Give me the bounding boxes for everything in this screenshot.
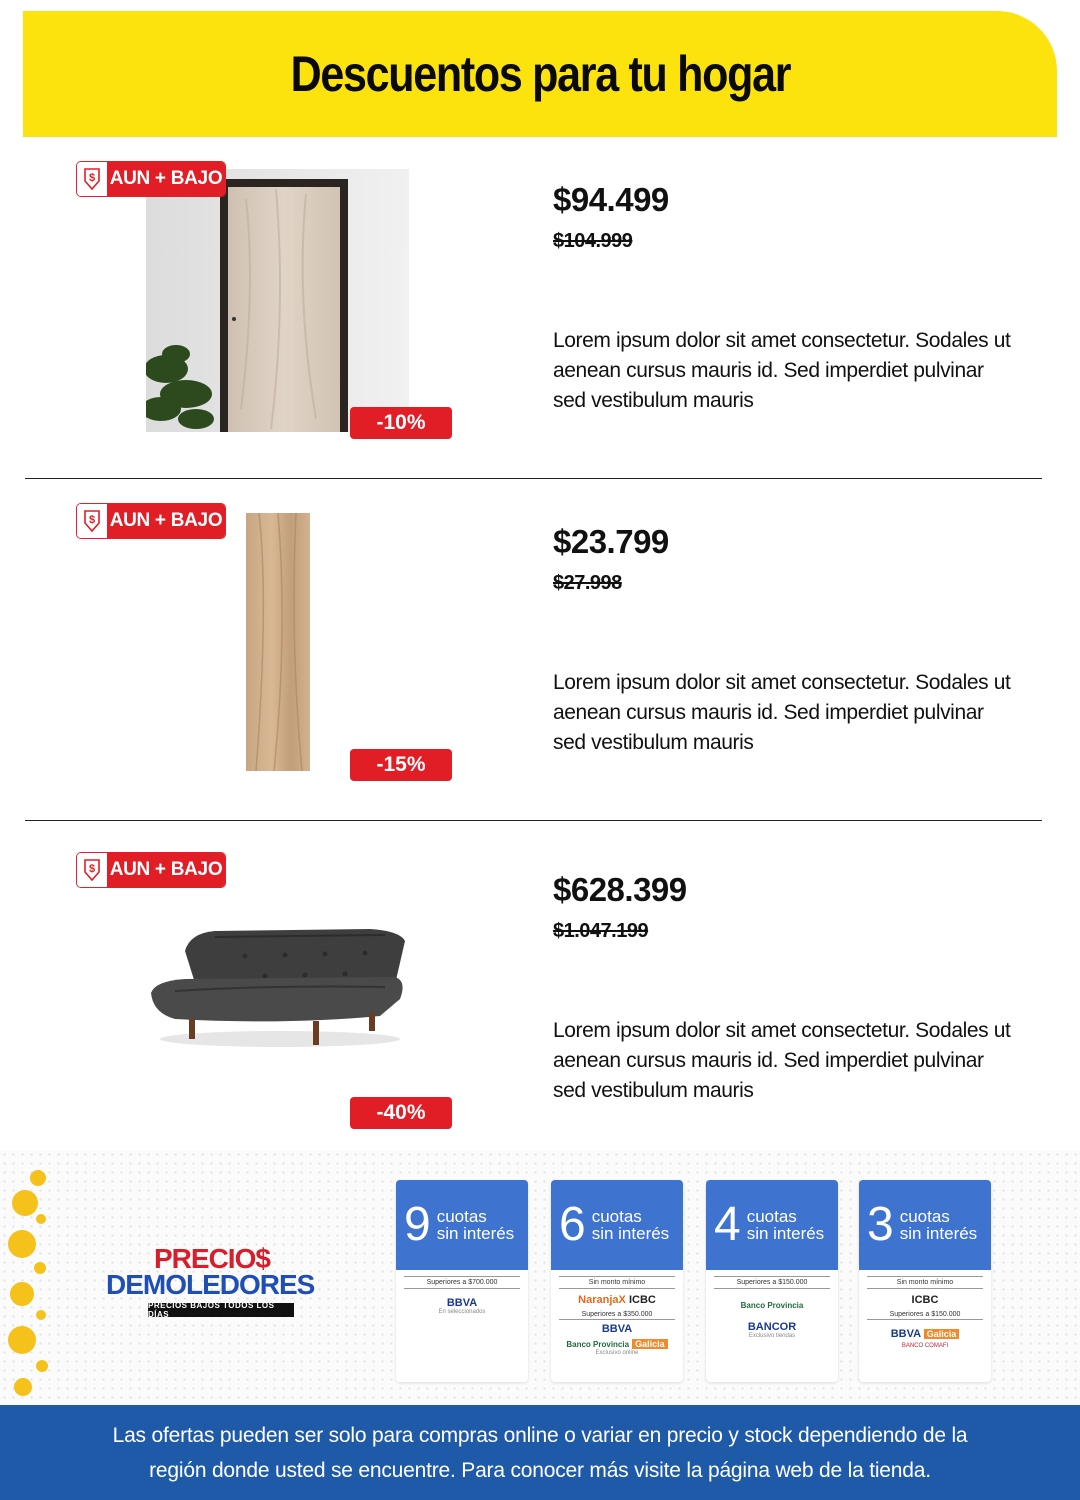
- installment-card: [551, 1180, 683, 1382]
- logo-tagline: PRECIOS BAJOS TODOS LOS DÍAS: [148, 1303, 294, 1317]
- lower-price-badge: [77, 504, 225, 538]
- svg-text:$: $: [88, 863, 96, 875]
- product-old-price: $1.047.199: [553, 920, 649, 942]
- bank-logo: ICBC: [628, 1294, 656, 1306]
- bank-note: Exclusivo online: [595, 1350, 639, 1356]
- sin-interes-label: sin interés: [899, 1224, 978, 1243]
- bank-logo: Banco Provincia: [566, 1340, 630, 1349]
- lower-price-badge-label: AUN + BAJO: [107, 162, 225, 196]
- installments-banner: [0, 1150, 1080, 1405]
- disclaimer-line1: Las ofertas pueden ser solo para compras online o variar en precio y stock dependiendo de la: [112, 1424, 968, 1447]
- svg-text:$: $: [88, 514, 96, 526]
- installment-card: [706, 1180, 838, 1382]
- installment-condition: Sin monto mínimo: [559, 1276, 675, 1289]
- coin-icon: [36, 1360, 48, 1372]
- installment-condition: Sin monto mínimo: [867, 1276, 983, 1289]
- bank-logo: BBVA: [890, 1328, 921, 1340]
- installment-number: 9: [404, 1198, 431, 1251]
- installment-number: 6: [559, 1198, 586, 1251]
- discount-badge: -10%: [350, 407, 452, 439]
- page-title: Descuentos para tu hogar: [290, 46, 790, 102]
- bank-logo: Galicia: [924, 1329, 960, 1339]
- coin-icon: [10, 1282, 34, 1306]
- wood-plank-photo: [244, 513, 312, 773]
- lower-price-badge: [77, 162, 225, 196]
- sin-interes-label: sin interés: [591, 1224, 670, 1243]
- cuotas-label: cuotas: [899, 1207, 950, 1226]
- page-header: [23, 11, 1057, 137]
- coin-icon: [34, 1262, 46, 1274]
- precios-demoledores-logo: [106, 1235, 336, 1325]
- coin-icon: [8, 1326, 36, 1354]
- bank-logo: BBVA: [601, 1323, 633, 1335]
- installment-condition: Superiores a $350.000: [559, 1310, 675, 1320]
- bank-logo: BANCOR: [747, 1321, 797, 1333]
- coin-icon: [30, 1170, 46, 1186]
- door-photo: [146, 169, 409, 432]
- product-price: $94.499: [553, 181, 669, 218]
- product-card[interactable]: [25, 479, 1042, 821]
- svg-text:$: $: [88, 172, 96, 184]
- lower-price-badge-label: AUN + BAJO: [107, 853, 225, 887]
- bank-logo: Galicia: [632, 1339, 668, 1349]
- coin-icon: [12, 1190, 38, 1216]
- product-old-price: $27.998: [553, 572, 622, 594]
- cuotas-label: cuotas: [436, 1207, 487, 1226]
- product-description: Lorem ipsum dolor sit amet consectetur. Sodales ut aenean cursus mauris id. Sed imperdiet pulvinar sed vestibulum mauris: [553, 671, 1011, 754]
- installment-number: 3: [867, 1198, 894, 1251]
- product-old-price: $104.999: [553, 230, 633, 252]
- coin-icon: [36, 1214, 46, 1224]
- product-card[interactable]: [25, 137, 1042, 479]
- bank-logo: BANCO COMAFI: [901, 1343, 949, 1349]
- bank-note: En seleccionados: [438, 1309, 486, 1315]
- product-description: Lorem ipsum dolor sit amet consectetur. Sodales ut aenean cursus mauris id. Sed imperdiet pulvinar sed vestibulum mauris: [553, 329, 1011, 412]
- logo-line1: PRECIO$: [154, 1243, 270, 1274]
- product-description: Lorem ipsum dolor sit amet consectetur. Sodales ut aenean cursus mauris id. Sed imperdiet pulvinar sed vestibulum mauris: [553, 1019, 1011, 1102]
- price-down-icon: [77, 162, 107, 196]
- discount-badge: -15%: [350, 749, 452, 781]
- product-price: $628.399: [553, 871, 687, 908]
- price-down-icon: [77, 853, 107, 887]
- bank-logo: BBVA: [446, 1297, 478, 1309]
- installment-condition: Superiores a $700.000: [404, 1276, 520, 1289]
- cuotas-label: cuotas: [746, 1207, 797, 1226]
- sofa-photo: [145, 921, 415, 1066]
- lower-price-badge: [77, 853, 225, 887]
- installment-number: 4: [714, 1198, 741, 1251]
- sin-interes-label: sin interés: [436, 1224, 515, 1243]
- coin-icon: [14, 1378, 32, 1396]
- installment-condition: Superiores a $150.000: [714, 1276, 830, 1289]
- installment-card: [859, 1180, 991, 1382]
- footer-disclaimer: [0, 1405, 1080, 1500]
- cuotas-label: cuotas: [591, 1207, 642, 1226]
- discount-badge: -40%: [350, 1097, 452, 1129]
- product-card[interactable]: [25, 821, 1042, 1163]
- sin-interes-label: sin interés: [746, 1224, 825, 1243]
- installment-condition: Superiores a $150.000: [867, 1310, 983, 1320]
- product-price: $23.799: [553, 523, 669, 560]
- lower-price-badge-label: AUN + BAJO: [107, 504, 225, 538]
- bank-logo: ICBC: [911, 1294, 939, 1306]
- price-down-icon: [77, 504, 107, 538]
- bank-logo: NaranjaX: [578, 1294, 626, 1306]
- disclaimer-line2: región donde usted se encuentre. Para conocer más visite la página web de la tienda.: [149, 1459, 931, 1482]
- installment-card: [396, 1180, 528, 1382]
- logo-line2: DEMOLEDORES: [106, 1269, 315, 1300]
- coin-icon: [36, 1310, 46, 1320]
- bank-note: Exclusivo tiendas: [748, 1333, 796, 1339]
- coin-icon: [8, 1230, 36, 1258]
- bank-logo: Banco Provincia: [740, 1301, 804, 1310]
